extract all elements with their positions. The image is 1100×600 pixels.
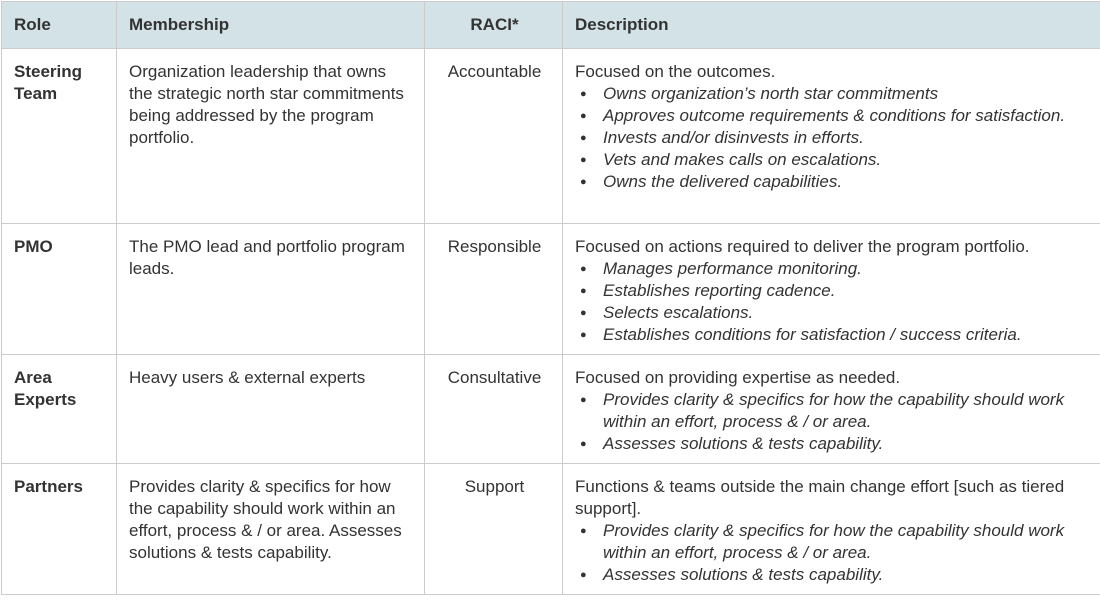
description-cell xyxy=(563,224,1100,355)
description-bullets xyxy=(575,520,1090,586)
bullet-item: ● Owns organization’s north star commitments xyxy=(603,83,1090,105)
description-bullets xyxy=(575,83,1090,193)
header-membership: Membership xyxy=(117,2,425,49)
description-cell xyxy=(563,49,1100,224)
description-cell xyxy=(563,464,1100,595)
table-row xyxy=(2,464,1100,595)
description-lead: Focused on the outcomes. xyxy=(575,61,1090,83)
description-bullets xyxy=(575,258,1090,346)
bullet-item: ● Owns the delivered capabilities. xyxy=(603,171,1090,193)
bullet-item: ● Approves outcome requirements & conditions for satisfaction. xyxy=(603,105,1090,127)
bullet-item: ● Establishes reporting cadence. xyxy=(603,280,1090,302)
membership-cell: The PMO lead and portfolio program leads. xyxy=(117,224,425,355)
table-row xyxy=(2,49,1100,224)
bullet-item: ● Assesses solutions & tests capability. xyxy=(603,433,1090,455)
table-row xyxy=(2,224,1100,355)
raci-table xyxy=(1,1,1100,595)
role-cell: PMO xyxy=(2,224,117,355)
bullet-item: ● Selects escalations. xyxy=(603,302,1090,324)
description-bullets xyxy=(575,389,1090,455)
bullet-item: ● Provides clarity & specifics for how the capability should work within an effort, process & / or area. xyxy=(603,389,1090,433)
description-lead: Focused on providing expertise as needed. xyxy=(575,367,1090,389)
role-cell: Steering Team xyxy=(2,49,117,224)
membership-cell: Organization leadership that owns the strategic north star commitments being addressed by the program portfolio. xyxy=(117,49,425,224)
bullet-item: ● Provides clarity & specifics for how the capability should work within an effort, process & / or area. xyxy=(603,520,1090,564)
description-lead: Focused on actions required to deliver the program portfolio. xyxy=(575,236,1090,258)
table-header-row xyxy=(2,2,1100,49)
bullet-item: ● Invests and/or disinvests in efforts. xyxy=(603,127,1090,149)
header-description: Description xyxy=(563,2,1100,49)
bullet-item: ● Assesses solutions & tests capability. xyxy=(603,564,1090,586)
description-lead: Functions & teams outside the main change effort [such as tiered support]. xyxy=(575,476,1090,520)
membership-cell: Provides clarity & specifics for how the capability should work within an effort, process & / or area. Assesses solutions & tests capability. xyxy=(117,464,425,595)
role-cell: Partners xyxy=(2,464,117,595)
bullet-item: ● Establishes conditions for satisfaction / success criteria. xyxy=(603,324,1090,346)
header-role: Role xyxy=(2,2,117,49)
membership-cell: Heavy users & external experts xyxy=(117,355,425,464)
table-row xyxy=(2,355,1100,464)
raci-cell: Responsible xyxy=(425,224,563,355)
raci-cell: Support xyxy=(425,464,563,595)
description-cell xyxy=(563,355,1100,464)
bullet-item: ● Vets and makes calls on escalations. xyxy=(603,149,1090,171)
role-cell: Area Experts xyxy=(2,355,117,464)
header-raci: RACI* xyxy=(425,2,563,49)
raci-cell: Consultative xyxy=(425,355,563,464)
bullet-item: ● Manages performance monitoring. xyxy=(603,258,1090,280)
raci-cell: Accountable xyxy=(425,49,563,224)
